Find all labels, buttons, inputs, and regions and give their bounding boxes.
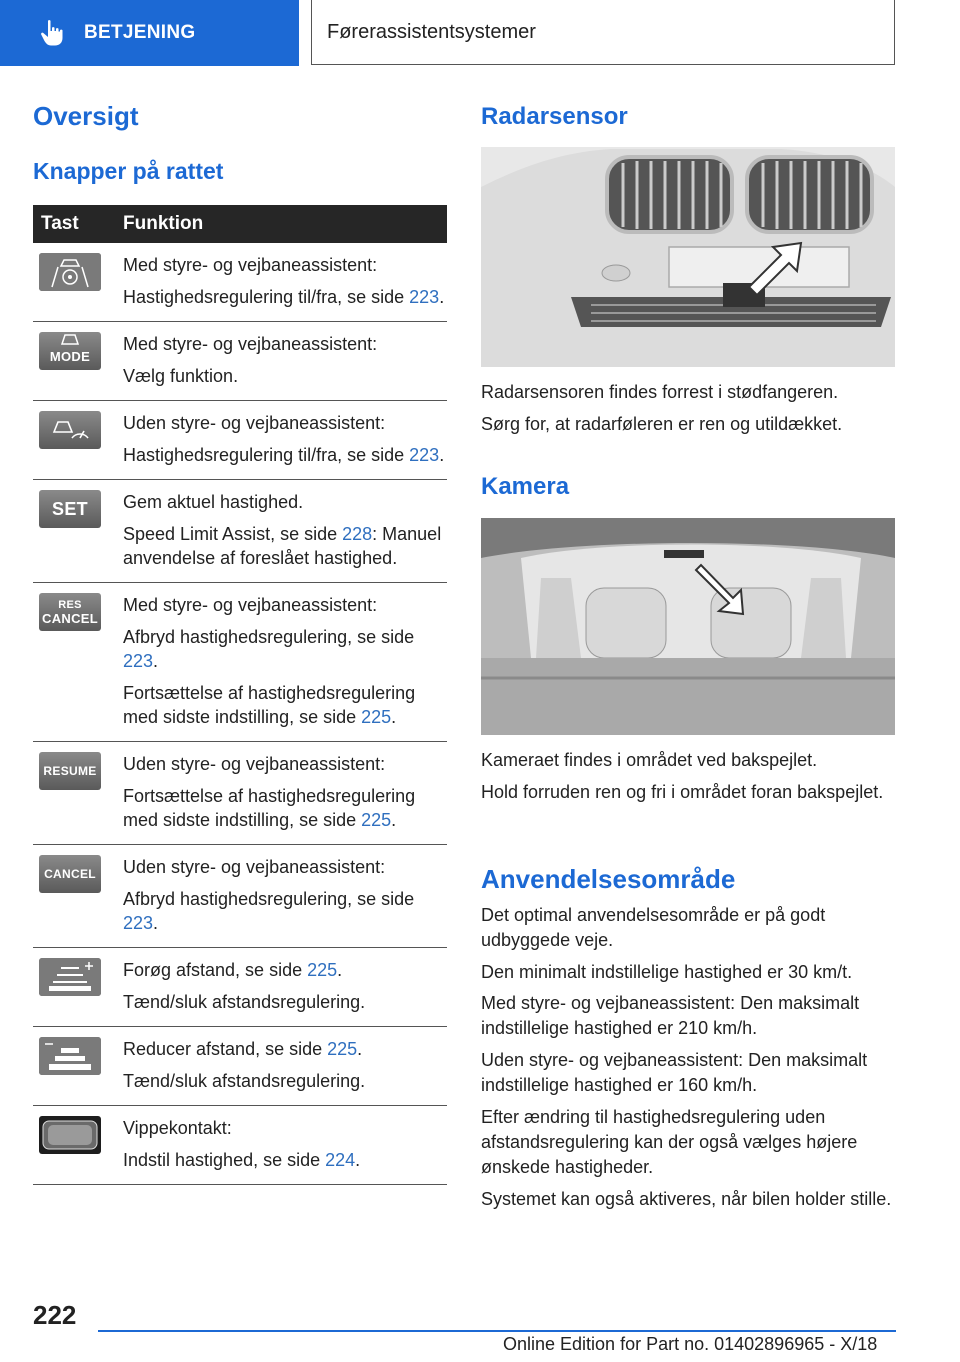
usage-text-2: Den minimalt indstillelige hastighed er 30 km/t. bbox=[481, 962, 853, 982]
table-row bbox=[33, 1106, 447, 1185]
table-row bbox=[33, 742, 447, 845]
usage-text-4: Uden styre- og vejbaneassistent: Den maksimalt indstillelige hastighed er 160 km/h. bbox=[481, 1050, 868, 1095]
set-button-icon: SET bbox=[39, 490, 101, 528]
hand-pointer-icon bbox=[40, 19, 64, 47]
function-cell: Gem aktuel hastighed. Speed Limit Assist, se side 228: Manuel anvendelse af foreslået hastighed. bbox=[123, 480, 447, 583]
page-link[interactable]: 225 bbox=[361, 810, 392, 830]
page-link[interactable]: 228 bbox=[342, 524, 373, 544]
rocker-switch-icon bbox=[39, 1116, 101, 1154]
function-cell: Med styre- og vejbaneassistent: Afbryd hastighedsregulering, se side 223. Fortsættelse af hastighedsregulering med sidste indstilling, se side 225. bbox=[123, 583, 447, 742]
cancel-button-icon: CANCEL bbox=[39, 855, 101, 893]
res-cancel-button-icon: RES CANCEL bbox=[39, 593, 101, 631]
page-link[interactable]: 223 bbox=[123, 913, 154, 933]
edition-text: Online Edition for Part no. 01402896965 - X/18 bbox=[503, 1334, 878, 1354]
mode-button-icon: MODE bbox=[39, 332, 101, 370]
table-row bbox=[33, 583, 447, 742]
function-cell: Med styre- og vejbaneassistent: Hastighedsregulering til/fra, se side 223. bbox=[123, 243, 447, 322]
column-header-function: Funktion bbox=[123, 205, 447, 243]
chapter-header bbox=[311, 0, 895, 65]
function-cell: Reducer afstand, se side 225. Tænd/sluk afstandsregulering. bbox=[123, 1027, 447, 1106]
camera-text-1: Kameraet findes i området ved bakspejlet. bbox=[481, 750, 818, 770]
page-number: 222 bbox=[33, 1300, 77, 1330]
radar-title: Radarsensor bbox=[481, 103, 628, 130]
usage-text-3: Med styre- og vejbaneassistent: Den maksimalt indstillelige hastighed er 210 km/h. bbox=[481, 993, 860, 1038]
page-link[interactable]: 223 bbox=[409, 287, 440, 307]
camera-image bbox=[481, 518, 895, 735]
page-link[interactable]: 224 bbox=[325, 1150, 356, 1170]
page-link[interactable]: 223 bbox=[409, 445, 440, 465]
section-tab[interactable] bbox=[0, 0, 299, 66]
cruise-control-icon bbox=[39, 411, 101, 449]
page-link[interactable]: 225 bbox=[327, 1039, 358, 1059]
column-header-key: Tast bbox=[33, 205, 123, 243]
footer-divider bbox=[98, 1330, 896, 1332]
function-cell: Forøg afstand, se side 225. Tænd/sluk afstandsregulering. bbox=[123, 948, 447, 1027]
function-cell: Vippekontakt: Indstil hastighed, se side 224. bbox=[123, 1106, 447, 1185]
table-header-row bbox=[33, 205, 447, 243]
radar-text-1: Radarsensoren findes forrest i stødfangeren. bbox=[481, 382, 839, 402]
page-link[interactable]: 225 bbox=[361, 707, 392, 727]
table-row bbox=[33, 401, 447, 480]
table-row bbox=[33, 948, 447, 1027]
usage-title: Anvendelsesområde bbox=[481, 864, 736, 894]
decrease-distance-icon bbox=[39, 1037, 101, 1075]
table-row bbox=[33, 480, 447, 583]
function-cell: Med styre- og vejbaneassistent: Vælg funktion. bbox=[123, 322, 447, 401]
table-row bbox=[33, 1027, 447, 1106]
page-link[interactable]: 223 bbox=[123, 651, 154, 671]
table-row bbox=[33, 243, 447, 322]
page-link[interactable]: 225 bbox=[307, 960, 338, 980]
function-cell: Uden styre- og vejbaneassistent: Fortsættelse af hastighedsregulering med sidste indstilling, se side 225. bbox=[123, 742, 447, 845]
page-title: Oversigt bbox=[33, 101, 139, 131]
usage-text-1: Det optimal anvendelsesområde er på godt udbyggede veje. bbox=[481, 905, 826, 950]
radar-text-2: Sørg for, at radarføleren er ren og utildækket. bbox=[481, 414, 843, 434]
function-cell: Uden styre- og vejbaneassistent: Hastighedsregulering til/fra, se side 223. bbox=[123, 401, 447, 480]
table-row bbox=[33, 845, 447, 948]
camera-title: Kamera bbox=[481, 473, 570, 500]
resume-button-icon: RESUME bbox=[39, 752, 101, 790]
section-subtitle: Knapper på rattet bbox=[33, 158, 224, 184]
usage-text-5: Efter ændring til hastighedsregulering uden afstandsregulering kan der også vælges højere ønskede hastigheder. bbox=[481, 1107, 858, 1177]
function-cell: Uden styre- og vejbaneassistent: Afbryd hastighedsregulering, se side 223. bbox=[123, 845, 447, 948]
increase-distance-icon bbox=[39, 958, 101, 996]
section-label: BETJENING bbox=[84, 22, 196, 43]
camera-text-2: Hold forruden ren og fri i området foran bakspejlet. bbox=[481, 782, 884, 802]
table-row bbox=[33, 322, 447, 401]
radar-sensor-image bbox=[481, 147, 895, 367]
usage-text-6: Systemet kan også aktiveres, når bilen holder stille. bbox=[481, 1189, 892, 1209]
chapter-title: Førerassistentsystemer bbox=[327, 20, 536, 43]
steering-buttons-table bbox=[33, 205, 447, 1185]
steering-assistant-icon bbox=[39, 253, 101, 291]
